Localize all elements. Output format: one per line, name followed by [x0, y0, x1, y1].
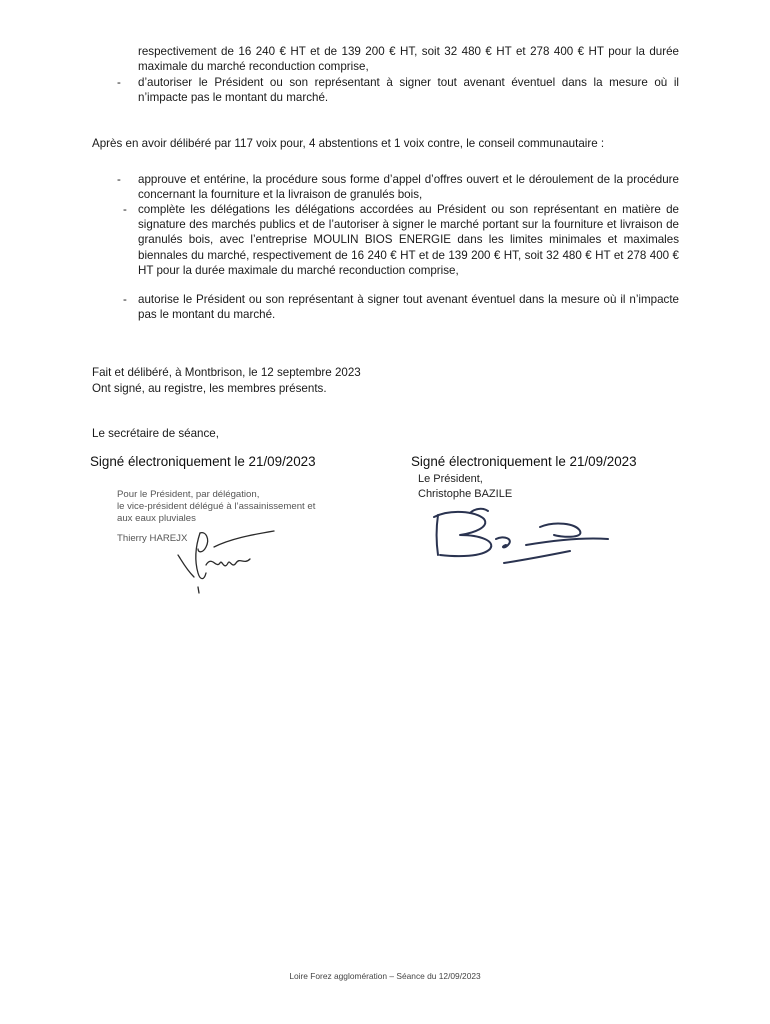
list-dash: -	[123, 293, 127, 306]
left-stamp-name: Thierry HAREJX	[117, 533, 188, 544]
top-list-item-2: d’autoriser le Président ou son représentant à signer tout avenant éventuel dans la mesure où il n’impacte pas le montant du marché.	[138, 76, 679, 105]
decision-item-3: autorise le Président ou son représentant à signer tout avenant éventuel dans la mesure où il n’impacte pas le montant du marché.	[138, 293, 679, 322]
list-dash: -	[117, 76, 121, 89]
decision-item-2: complète les délégations les délégations accordées au Président ou son représentant en matière de signature des marchés publics et de l’autoriser à signer le marché portant sur la fourniture et livraison de granulés bois, avec l’entreprise MOULIN BIOS ENERGIE dans les limites minimales et maximales biennales du marché, respectivement de 16 240 € HT et de 139 200 € HT, soit 32 480 € HT et 278 400 € HT pour la durée maximale du marché reconduction comprise,	[138, 203, 679, 277]
left-handwritten-signature	[170, 525, 280, 595]
right-stamp-title: Le Président,	[418, 473, 483, 485]
page-footer: Loire Forez agglomération – Séance du 12/09/2023	[289, 971, 481, 981]
right-stamp-name: Christophe BAZILE	[418, 488, 513, 500]
list-dash: -	[123, 203, 127, 216]
top-list-item-1: respectivement de 16 240 € HT et de 139 200 € HT, soit 32 480 € HT et 278 400 € HT pour la durée maximale du marché reconduction comprise,	[138, 45, 679, 74]
list-dash: -	[117, 173, 121, 186]
left-stamp-line1: Pour le Président, par délégation,	[117, 489, 260, 500]
done-at-line: Fait et délibéré, à Montbrison, le 12 septembre 2023	[92, 366, 361, 379]
signed-register-line: Ont signé, au registre, les membres présents.	[92, 382, 327, 395]
right-handwritten-signature	[430, 505, 615, 575]
left-stamp-line3: aux eaux pluviales	[117, 513, 196, 524]
secretary-line: Le secrétaire de séance,	[92, 427, 219, 440]
left-signed-label: Signé électroniquement le 21/09/2023	[90, 454, 316, 469]
left-stamp-line2: le vice-président délégué à l’assainissement et	[117, 501, 316, 512]
vote-paragraph: Après en avoir délibéré par 117 voix pour, 4 abstentions et 1 voix contre, le conseil communautaire :	[92, 137, 605, 150]
decision-item-1: approuve et entérine, la procédure sous forme d’appel d’offres ouvert et le déroulement de la procédure concernant la fourniture et la livraison de granulés bois,	[138, 173, 679, 202]
right-signed-label: Signé électroniquement le 21/09/2023	[411, 454, 637, 469]
